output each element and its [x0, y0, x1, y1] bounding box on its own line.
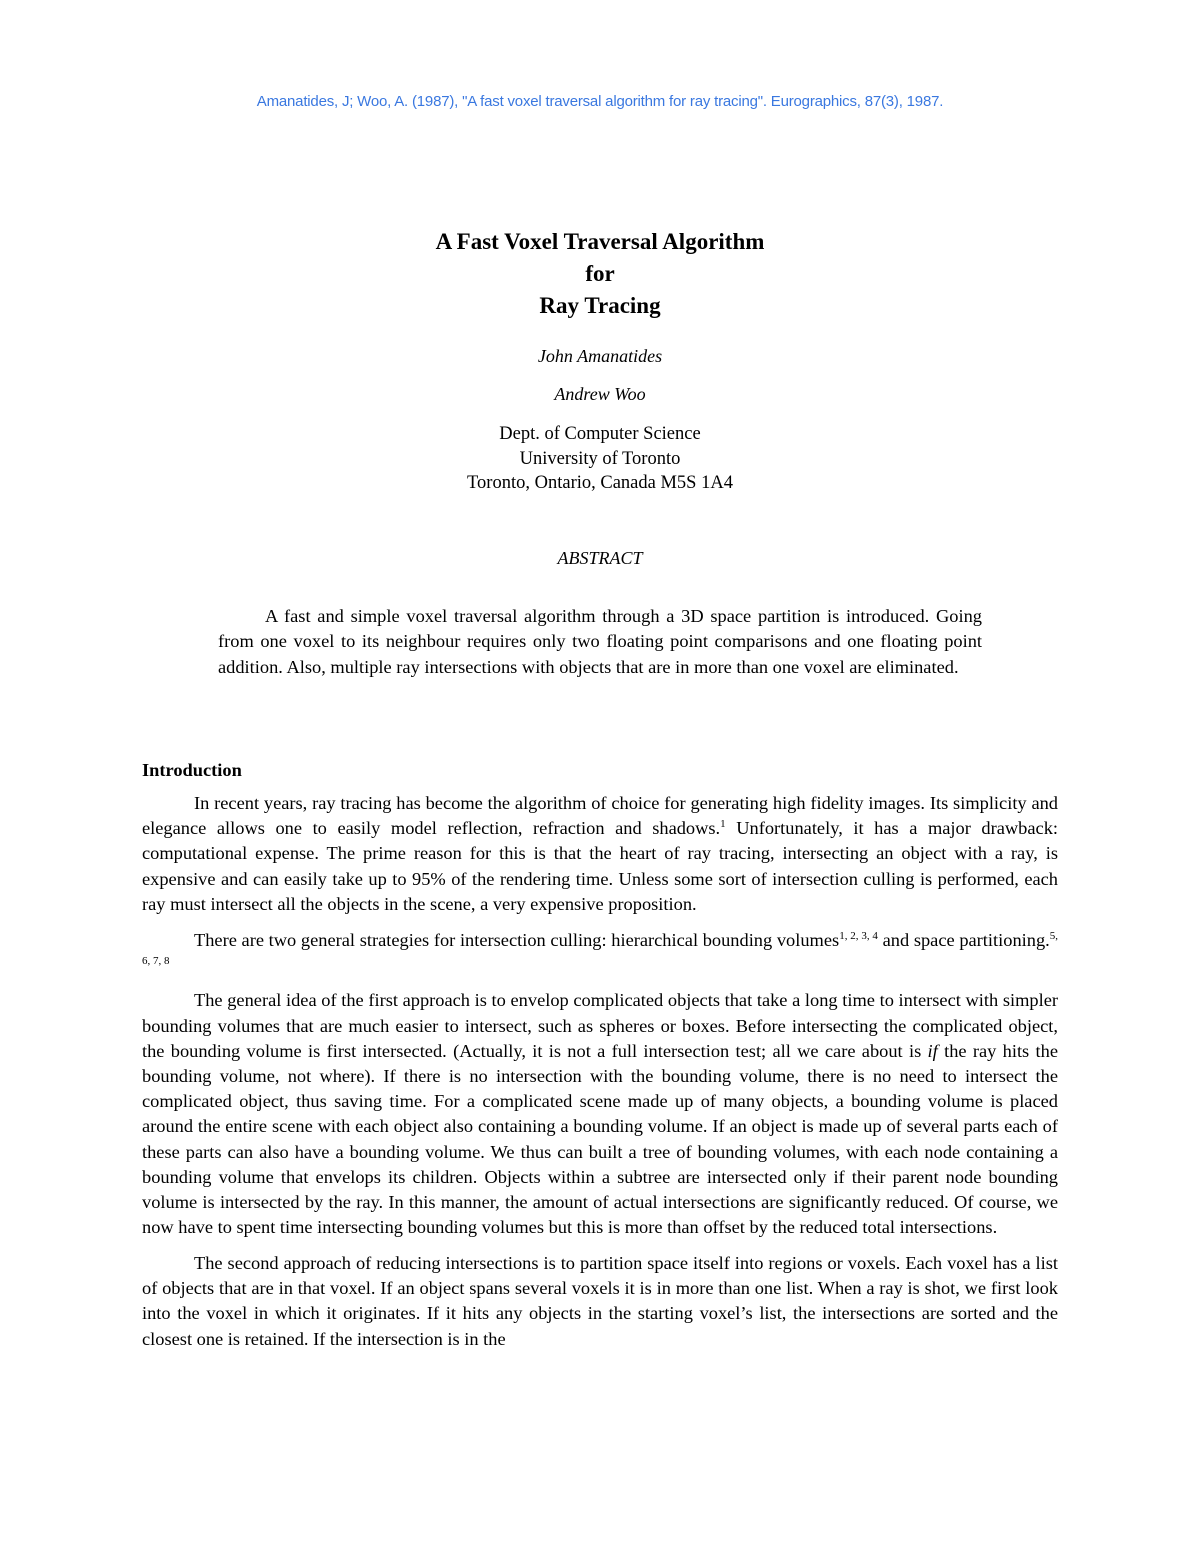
paragraph-text: The general idea of the first approach is to envelop complicated objects that take a long time to intersect with simpler bounding volumes that are much easier to intersect, such as spheres or boxes. Before intersecting the complicated object, the bounding volume is first intersected. (Actually, it is not a full intersection test; all we care about is — [142, 990, 1058, 1061]
paragraph: The second approach of reducing intersections is to partition space itself into regions or voxels. Each voxel has a list of objects that are in that voxel. If an object spans several voxels it is in more than one list. When a ray is shot, we first look into the voxel in which it originates. If it hits any objects in the starting voxel’s list, the intersections are sorted and the closest one is retained. If the intersection is in the — [142, 1252, 1058, 1349]
title-line-1: A Fast Voxel Traversal Algorithm — [435, 229, 765, 254]
abstract-body — [218, 604, 982, 680]
author-name: Andrew Woo — [554, 384, 646, 404]
paragraph-text: In recent years, ray tracing has become the algorithm of choice for generating high fidelity images. Its simplicity and elegance allows one to easily model reflection, refraction and shadows. — [142, 793, 1058, 839]
paragraph-text: and space partitioning. — [877, 929, 1050, 950]
abstract-heading: ABSTRACT — [557, 548, 643, 568]
affiliation-dept: Dept. of Computer Science — [499, 424, 701, 444]
affiliation-university: University of Toronto — [519, 448, 681, 469]
author-name: John Amanatides — [537, 346, 663, 366]
paper-title — [0, 226, 1200, 322]
abstract-text: A fast and simple voxel traversal algorithm through a 3D space partition is introduced. Going from one voxel to its neighbour requires only two floating point comparisons and one floating point addition. Also, multiple ray intersections with objects that are in more than one voxel are eliminated. — [218, 606, 982, 677]
body-text — [142, 791, 1058, 1362]
paragraph — [142, 988, 1058, 1240]
section-heading: Introduction — [142, 760, 242, 780]
paragraph-text: the ray hits the bounding volume, not where). If there is no intersection with the bounding volume, there is no need to intersect the complicated object, thus saving time. For a complicated scene made up of many objects, a bounding volume is placed around the entire scene with each object also containing a bounding volume. If an object is made up of several parts each of these parts can also have a bounding volume. We thus can built a tree of bounding volumes, with each node containing a bounding volume that envelops its children. Objects within a subtree are intersected only if their parent node bounding volume is intersected by the ray. In this manner, the amount of actual intersections are significantly reduced. Of course, we now have to spent time intersecting bounding volumes but this is more than offset by the reduced total intersections. — [142, 1040, 1058, 1238]
title-line-2: for — [585, 261, 615, 286]
paragraph — [142, 791, 1058, 917]
footnote-ref: 5, 6, 7, 8 — [142, 929, 1058, 967]
citation-link[interactable]: Amanatides, J; Woo, A. (1987), "A fast voxel traversal algorithm for ray tracing". Eurographics, 87(3), 1987. — [256, 93, 944, 110]
paragraph — [142, 928, 1058, 978]
paragraph-text: There are two general strategies for intersection culling: hierarchical bounding volumes — [194, 929, 840, 950]
affiliation — [0, 422, 1200, 496]
emphasis-text: if — [927, 1040, 938, 1061]
affiliation-address: Toronto, Ontario, Canada M5S 1A4 — [467, 473, 733, 493]
footnote-ref: 1 — [720, 818, 726, 831]
paragraph-text: Unfortunately, it has a major drawback: computational expense. The prime reason for this is that the heart of ray tracing, intersecting an object with a ray, is expensive and can easily take up to 95% of the rendering time. Unless some sort of intersection culling is performed, each ray must intersect all the objects in the scene, a very expensive proposition. — [142, 818, 1059, 914]
title-line-3: Ray Tracing — [539, 293, 661, 318]
footnote-ref: 1, 2, 3, 4 — [839, 929, 878, 942]
